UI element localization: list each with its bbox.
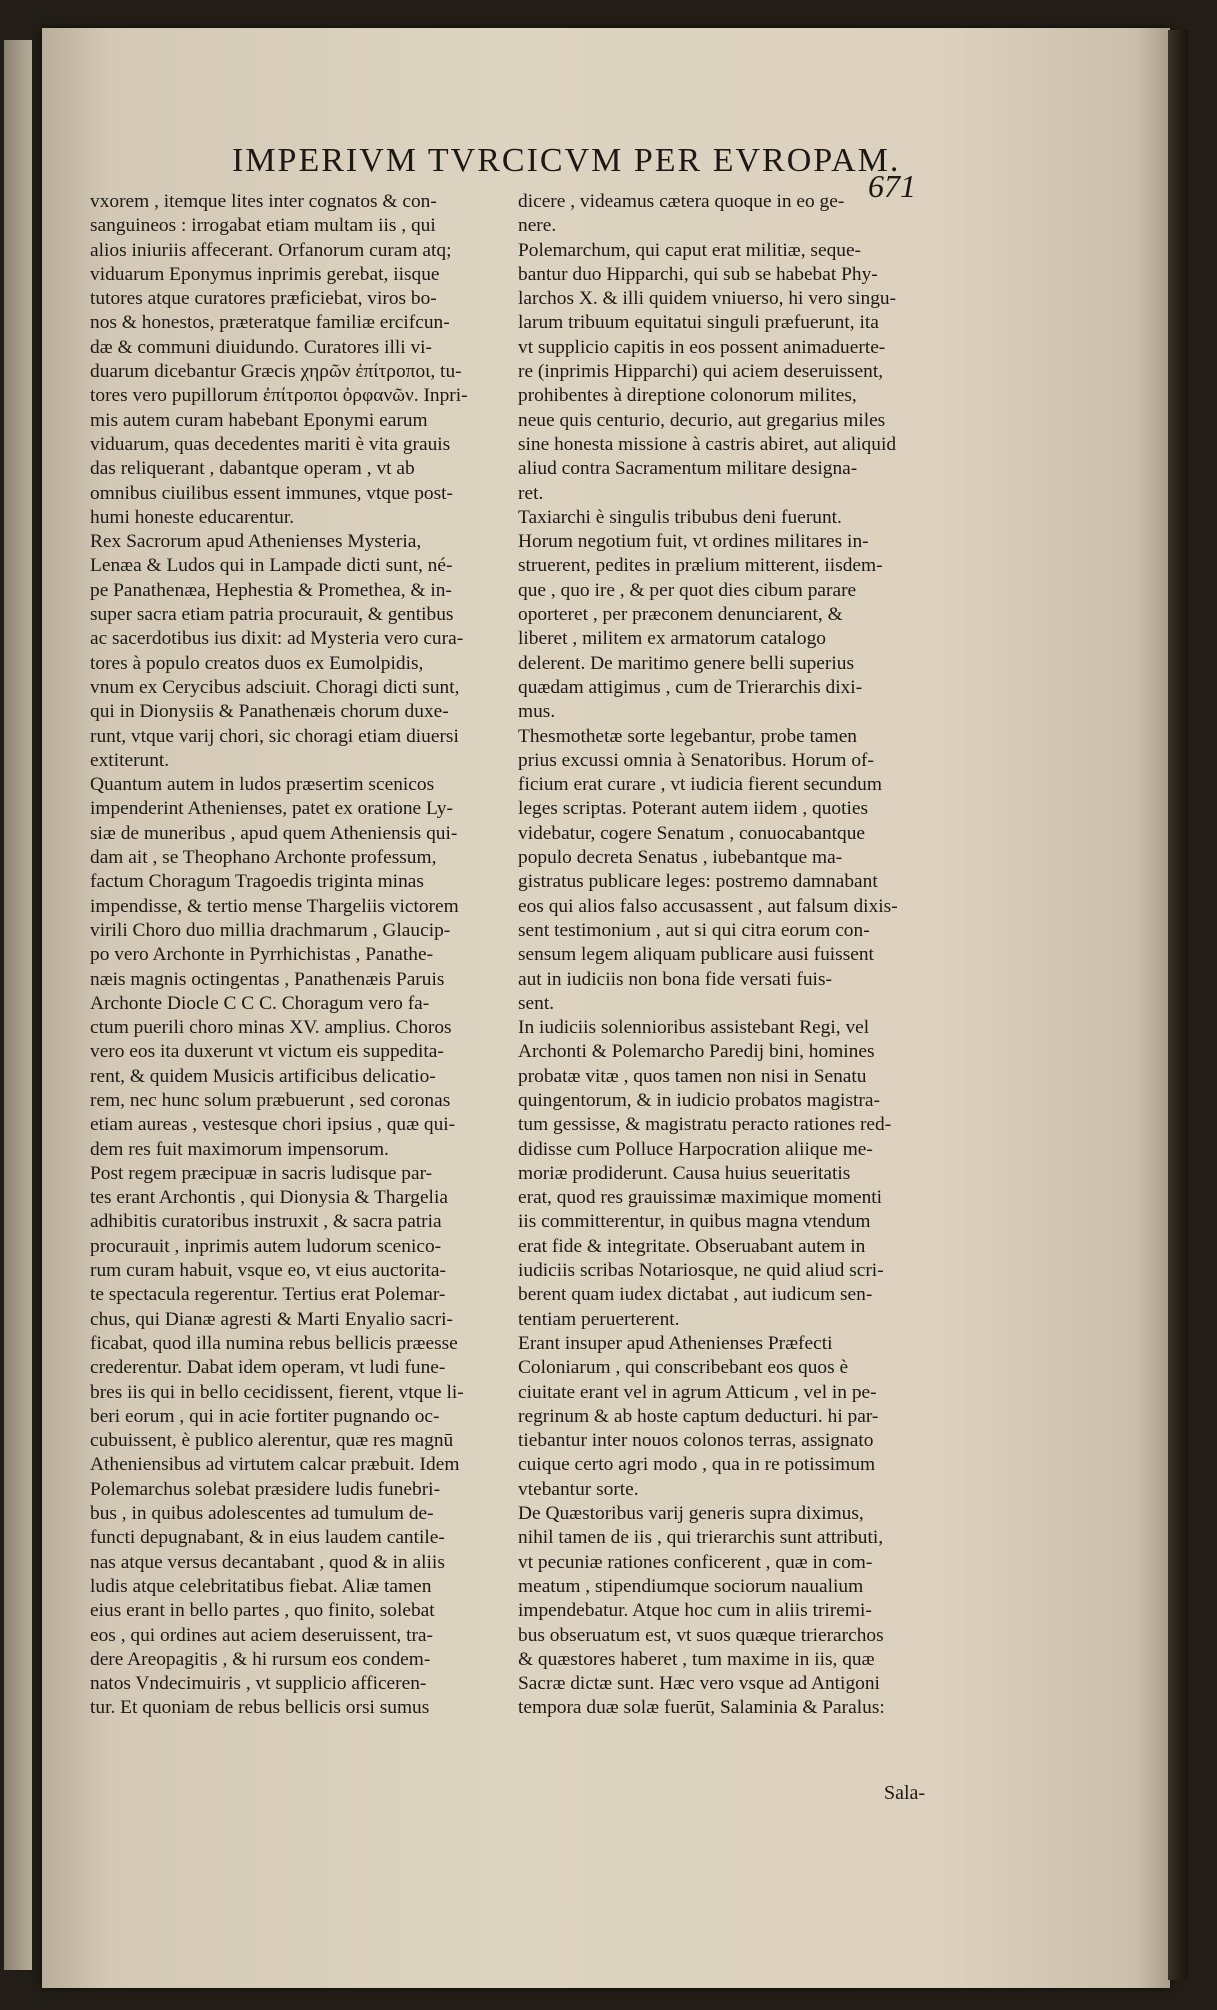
- text-line: liberet , militem ex armatorum catalogo: [518, 628, 826, 650]
- text-line: erat fide & integritate. Obseruabant autem in: [518, 1235, 866, 1257]
- text-line: tiebantur inter nouos colonos terras, assignato: [518, 1430, 874, 1452]
- text-line: dam ait , se Theophano Archonte professum,: [90, 847, 437, 869]
- text-line: extiterunt.: [90, 749, 170, 771]
- text-line: super sacra etiam patria procurauit, & gentibus: [90, 604, 454, 626]
- text-line: tores à populo creatos duos ex Eumolpidis,: [90, 652, 424, 674]
- left-text-column: [90, 190, 500, 1721]
- text-line: rum curam habuit, vsque eo, vt eius auctorita-: [90, 1260, 446, 1282]
- text-line: mus.: [518, 701, 556, 723]
- text-line: rent, & quidem Musicis artificibus delicatio-: [90, 1065, 436, 1087]
- running-title: IMPERIVM TVRCICVM PER EVROPAM.: [232, 142, 901, 179]
- text-line: runt, vtque varij chori, sic choragi etiam diuersi: [90, 725, 459, 747]
- text-line: re (inprimis Hipparchi) qui aciem deseruissent,: [518, 361, 884, 383]
- text-line: ac sacerdotibus ius dixit: ad Mysteria vero cura-: [90, 628, 464, 650]
- text-line: Erant insuper apud Athenienses Præfecti: [518, 1332, 833, 1354]
- text-line: bantur duo Hipparchi, qui sub se habebat Phy-: [518, 263, 878, 285]
- text-line: struerent, pedites in prælium mitterent, iisdem-: [518, 555, 883, 577]
- text-line: dem res fuit maximorum impensorum.: [90, 1138, 389, 1160]
- text-line: Rex Sacrorum apud Athenienses Mysteria,: [90, 531, 422, 553]
- text-line: vt pecuniæ rationes conficerent , quæ in com-: [518, 1551, 873, 1573]
- text-line: natos Vndecimuiris , vt supplicio afficeren-: [90, 1673, 427, 1695]
- text-line: impenderint Athenienses, patet ex oratione Ly-: [90, 798, 453, 820]
- text-line: tempora duæ solæ fuerūt, Salaminia & Paralus:: [518, 1697, 885, 1719]
- text-line: quædam attigimus , cum de Trierarchis dixi-: [518, 676, 863, 698]
- text-line: tutores atque curatores præficiebat, viros bo-: [90, 288, 437, 310]
- text-line: oporteret , per præconem denunciarent, &: [518, 604, 843, 626]
- text-line: gistratus publicare leges: postremo damnabant: [518, 871, 878, 893]
- text-line: prohibentes à direptione colonorum milites,: [518, 385, 857, 407]
- text-line: tur. Et quoniam de rebus bellicis orsi sumus: [90, 1697, 430, 1719]
- catchword: Sala-: [884, 1782, 926, 1804]
- text-line: humi honeste educarentur.: [90, 506, 295, 528]
- text-line: vtebantur sorte.: [518, 1478, 639, 1500]
- text-line: larchos X. & illi quidem vniuerso, hi vero singu-: [518, 288, 897, 310]
- text-line: sent testimonium , aut si qui citra eorum con-: [518, 919, 870, 941]
- text-line: prius excussi omnia à Senatoribus. Horum of-: [518, 749, 874, 771]
- text-line: siæ de muneribus , apud quem Atheniensis qui-: [90, 822, 458, 844]
- text-line: pe Panathenæa, Hephestia & Promethea, & in-: [90, 579, 452, 601]
- text-line: sensum legem aliquam publicare ausi fuissent: [518, 944, 874, 966]
- text-line: tentiam peruerterent.: [518, 1308, 680, 1330]
- text-line: dicere , videamus cætera quoque in eo ge-: [518, 191, 845, 212]
- text-line: viduarum, quas decedentes mariti è vita grauis: [90, 433, 451, 455]
- text-line: que , quo ire , & per quot dies cibum parare: [518, 579, 857, 601]
- text-line: videbatur, cogere Senatum , conuocabantque: [518, 822, 866, 844]
- text-line: Atheniensibus ad virtutem calcar præbuit. Idem: [90, 1454, 460, 1476]
- text-line: beri eorum , qui in acie fortiter pugnando oc-: [90, 1405, 440, 1427]
- text-line: omnibus ciuilibus essent immunes, vtque post-: [90, 482, 454, 504]
- text-line: nos & honestos, præteratque familiæ ercifcun-: [90, 312, 450, 334]
- text-line: sine honesta missione à castris abiret, aut aliquid: [518, 433, 897, 455]
- text-line: te spectacula regerentur. Tertius erat Polemar-: [90, 1284, 446, 1306]
- text-line: tum gessisse, & magistratu peracto rationes red-: [518, 1114, 892, 1136]
- text-line: tes erant Archontis , qui Dionysia & Thargelia: [90, 1187, 448, 1209]
- text-line: alios iniuriis affecerant. Orfanorum curam atq;: [90, 239, 452, 261]
- text-line: Sacræ dictæ sunt. Hæc vero vsque ad Antigoni: [518, 1673, 880, 1695]
- text-line: ret.: [518, 482, 544, 504]
- text-line: cuique certo agri modo , qua in re potissimum: [518, 1454, 876, 1476]
- text-line: dere Areopagitis , & hi rursum eos condem-: [90, 1648, 431, 1670]
- text-line: ludis atque celebritatibus fiebat. Aliæ tamen: [90, 1575, 432, 1597]
- binding-right-edge: [1168, 30, 1188, 1980]
- text-line: Quantum autem in ludos præsertim scenicos: [90, 774, 435, 796]
- text-line: aut in iudiciis non bona fide versati fuis-: [518, 968, 832, 990]
- text-line: quingentorum, & in iudicio probatos magistra-: [518, 1089, 880, 1111]
- text-line: delerent. De maritimo genere belli superius: [518, 652, 854, 674]
- text-line: sanguineos : irrogabat etiam multam iis , qui: [90, 215, 436, 237]
- text-line: Archonti & Polemarcho Paredij bini, homines: [518, 1041, 875, 1063]
- text-line: nere.: [518, 215, 557, 237]
- text-line: bus , in quibus adolescentes ad tumulum de-: [90, 1503, 434, 1525]
- text-line: procurauit , inprimis autem ludorum scenico-: [90, 1235, 442, 1257]
- text-line: das reliquerant , dabantque operam , vt ab: [90, 458, 415, 480]
- text-line: neue quis centurio, decurio, aut gregarius miles: [518, 409, 886, 431]
- text-line: Polemarchum, qui caput erat militiæ, seque-: [518, 239, 862, 261]
- text-line: larum tribuum equitatui singuli præfuerunt, ita: [518, 312, 879, 334]
- text-line: Thesmothetæ sorte legebantur, probe tamen: [518, 725, 857, 747]
- text-line: crederentur. Dabat idem operam, vt ludi fune-: [90, 1357, 446, 1379]
- text-line: eius erant in bello partes , quo finito, solebat: [90, 1600, 435, 1622]
- text-line: De Quæstoribus varij generis supra diximus,: [518, 1503, 864, 1525]
- text-line: eos qui alios falso accusassent , aut falsum dixis-: [518, 895, 898, 917]
- text-line: aliud contra Sacramentum militare designa-: [518, 458, 858, 480]
- text-line: tores vero pupillorum ἐπίτροποι ὀρφανῶν. Inpri-: [90, 385, 468, 407]
- text-line: Taxiarchi è singulis tribubus deni fuerunt.: [518, 506, 842, 528]
- text-line: & quæstores haberet , tum maxime in iis, quæ: [518, 1648, 875, 1670]
- text-line: Coloniarum , qui conscribebant eos quos è: [518, 1357, 849, 1379]
- text-line: sent.: [518, 992, 555, 1014]
- text-line: Post regem præcipuæ in sacris ludisque par-: [90, 1162, 433, 1184]
- text-line: iudiciis scribas Notariosque, ne quid aliud scri-: [518, 1260, 884, 1282]
- text-line: Lenæa & Ludos qui in Lampade dicti sunt, né-: [90, 555, 453, 577]
- text-line: chus, qui Dianæ agresti & Marti Enyalio sacri-: [90, 1308, 453, 1330]
- text-line: bres iis qui in bello cecidissent, fierent, vtque li-: [90, 1381, 464, 1403]
- text-line: berent quam iudex dictabat , aut iudicum sen-: [518, 1284, 873, 1306]
- text-line: ciuitate erant vel in agrum Atticum , vel in pe-: [518, 1381, 877, 1403]
- text-line: næis magnis octingentas , Panathenæis Paruis: [90, 968, 445, 990]
- text-line: In iudiciis solennioribus assistebant Regi, vel: [518, 1017, 870, 1039]
- right-text-column: [518, 190, 946, 1721]
- text-line: ficabat, quod illa numina rebus bellicis præesse: [90, 1332, 458, 1354]
- text-line: vxorem , itemque lites inter cognatos & con-: [90, 191, 437, 212]
- binding-left-edge: [4, 40, 32, 1970]
- text-line: vero eos ita duxerunt vt victum eis suppedita-: [90, 1041, 444, 1063]
- text-line: ctum puerili choro minas XV. amplius. Choros: [90, 1017, 452, 1039]
- text-line: adhibitis curatoribus instruxit , & sacra patria: [90, 1211, 442, 1233]
- text-line: impendisse, & tertio mense Thargeliis victorem: [90, 895, 459, 917]
- text-line: cubuissent, è publico alerentur, quæ res magnū: [90, 1430, 454, 1452]
- page-number: 671: [868, 168, 916, 204]
- text-line: Archonte Diocle C C C. Choragum vero fa-: [90, 992, 430, 1014]
- text-line: nihil tamen de iis , qui trierarchis sunt attributi,: [518, 1527, 884, 1549]
- text-line: populo decreta Senatus , iubebantque ma-: [518, 847, 843, 869]
- text-line: po vero Archonte in Pyrrhichistas , Panathe-: [90, 944, 434, 966]
- text-line: iis committerentur, in quibus magna vtendum: [518, 1211, 871, 1233]
- text-line: viduarum Eponymus inprimis gerebat, iisque: [90, 263, 440, 285]
- text-line: leges scriptas. Poterant autem iidem , quoties: [518, 798, 869, 820]
- text-line: qui in Dionysiis & Panathenæis chorum duxe-: [90, 701, 449, 723]
- text-line: vnum ex Cerycibus adsciuit. Choragi dicti sunt,: [90, 676, 460, 698]
- text-line: etiam aureas , vestesque chori ipsius , quæ qui-: [90, 1114, 456, 1136]
- text-line: regrinum & ab hoste captum deducturi. hi par-: [518, 1405, 879, 1427]
- text-line: virili Choro duo millia drachmarum , Glaucip-: [90, 919, 451, 941]
- text-line: duarum dicebantur Græcis χηρῶν ἐπίτροποι, tu-: [90, 361, 462, 383]
- text-line: mis autem curam habebant Eponymi earum: [90, 409, 428, 431]
- text-line: moriæ prodiderunt. Causa huius seueritatis: [518, 1162, 851, 1184]
- text-line: impendebatur. Atque hoc cum in aliis triremi-: [518, 1600, 872, 1622]
- text-line: nas atque versus decantabant , quod & in aliis: [90, 1551, 445, 1573]
- text-line: bus obseruatum est, vt suos quæque trierarchos: [518, 1624, 884, 1646]
- text-line: didisse cum Polluce Harpocration aliique me-: [518, 1138, 873, 1160]
- text-line: meatum , stipendiumque sociorum naualium: [518, 1575, 864, 1597]
- text-line: dæ & communi diuidundo. Curatores illi vi-: [90, 336, 433, 358]
- text-line: vt supplicio capitis in eos possent animaduerte-: [518, 336, 886, 358]
- text-line: functi depugnabant, & in eius laudem cantile-: [90, 1527, 445, 1549]
- text-line: ficium erat curare , vt iudicia fierent secundum: [518, 774, 882, 796]
- text-line: probatæ vitæ , quos tamen non nisi in Senatu: [518, 1065, 867, 1087]
- text-line: Horum negotium fuit, vt ordines militares in-: [518, 531, 869, 553]
- text-line: Polemarchus solebat præsidere ludis funebri-: [90, 1478, 441, 1500]
- text-line: rem, nec hunc solum præbuerunt , sed coronas: [90, 1089, 451, 1111]
- text-line: erat, quod res grauissimæ maximique momenti: [518, 1187, 883, 1209]
- text-line: eos , qui ordines aut aciem deseruissent, tra-: [90, 1624, 434, 1646]
- text-line: factum Choragum Tragoedis triginta minas: [90, 871, 424, 893]
